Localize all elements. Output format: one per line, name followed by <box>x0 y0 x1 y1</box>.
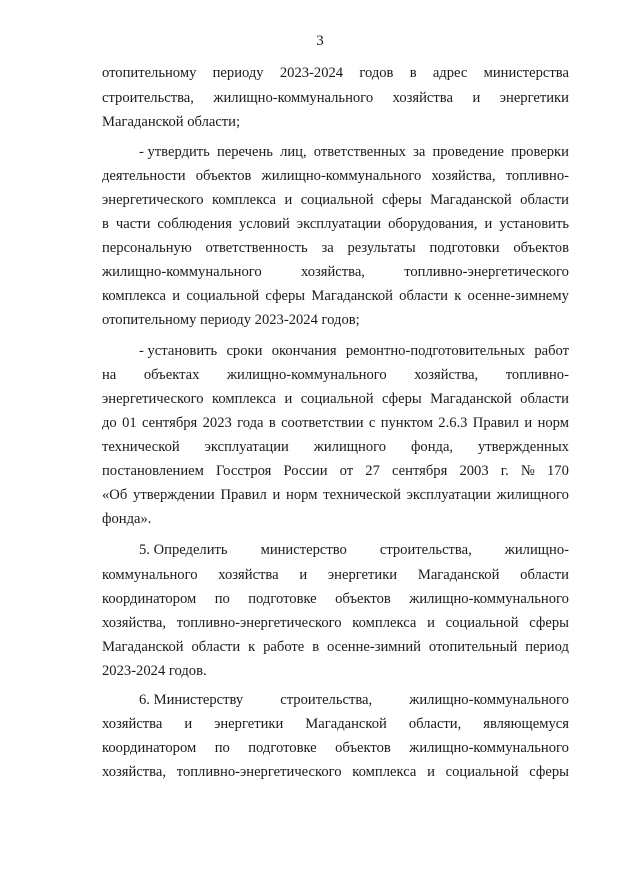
text-word: период <box>525 639 569 655</box>
text-word: жилищно-коммунального <box>102 264 262 280</box>
text-word: хозяйства <box>392 90 453 106</box>
text-line <box>102 111 240 133</box>
text-word: и <box>284 391 293 407</box>
text-line <box>102 460 569 482</box>
text-word: комплекса <box>211 391 277 407</box>
text-word: комплекса <box>102 288 167 304</box>
text-word: объектов <box>513 240 569 256</box>
text-line <box>102 364 569 386</box>
text-word: жилищно-коммунального <box>213 90 374 106</box>
text-word: ответственность <box>205 240 308 256</box>
text-word: г. <box>500 463 509 479</box>
text-word: жилищного <box>496 487 569 503</box>
text-line <box>102 484 569 506</box>
text-line <box>102 285 569 307</box>
text-word: соответствии <box>281 415 364 431</box>
text-word: ремонтно-подготовительных <box>345 343 526 359</box>
text-word: и <box>472 90 481 106</box>
text-word: эксплуатации <box>204 439 289 455</box>
text-word: энергетики <box>327 567 398 583</box>
text-word: и <box>272 487 281 503</box>
text-word: сферы <box>382 391 422 407</box>
text-line <box>102 261 569 283</box>
text-word: работе <box>263 639 305 655</box>
text-line <box>102 189 569 211</box>
text-word: отопительному периоду 2023-2024 годов; <box>102 312 360 328</box>
text-line <box>139 689 569 711</box>
text-word: строительства, <box>102 90 194 106</box>
text-word: области <box>520 192 569 208</box>
text-line <box>102 309 360 331</box>
text-line <box>102 713 569 735</box>
text-word: координатором <box>102 740 197 756</box>
text-word: являющемуся <box>483 716 569 732</box>
text-word: социальной <box>300 391 374 407</box>
text-word: и <box>484 216 493 232</box>
text-word: сферы <box>265 288 306 304</box>
text-word: адрес <box>432 65 468 81</box>
text-word: топливно- <box>505 168 569 184</box>
text-line <box>102 62 569 84</box>
text-word: по <box>214 740 230 756</box>
text-word: объектов <box>335 740 391 756</box>
text-line <box>102 508 151 530</box>
text-word: оборудования, <box>388 216 478 232</box>
text-word: энергетики <box>499 90 569 106</box>
text-word: топливно-энергетического <box>404 264 569 280</box>
text-word: топливно- <box>505 367 569 383</box>
text-word: области <box>191 639 241 655</box>
text-line <box>102 564 569 586</box>
text-word: ответственных <box>313 144 406 160</box>
text-word: к <box>248 639 256 655</box>
text-word: Правил <box>220 487 267 503</box>
text-word: проведение <box>432 144 504 160</box>
text-word: министерства <box>483 65 569 81</box>
text-word: энергетического <box>102 192 204 208</box>
text-word: сентября <box>392 463 448 479</box>
text-line <box>139 141 569 163</box>
text-line <box>102 612 569 634</box>
text-word: проверки <box>511 144 569 160</box>
text-word: работ <box>534 343 569 359</box>
text-line <box>102 660 207 682</box>
text-word: сферы <box>382 192 422 208</box>
text-word: 2023-2024 <box>279 65 344 81</box>
text-word: к <box>454 288 462 304</box>
text-word: Магаданской <box>430 192 512 208</box>
text-word: перечень <box>216 144 273 160</box>
text-word: пунктом <box>380 415 433 431</box>
text-word: от <box>339 463 354 479</box>
text-word: норм <box>537 415 569 431</box>
text-word: министерство <box>260 542 347 558</box>
text-word: технической <box>323 487 401 503</box>
text-word: 01 <box>122 415 137 431</box>
text-word: Магаданской <box>417 567 500 583</box>
text-word: до <box>102 415 117 431</box>
text-word: объектов <box>335 591 391 607</box>
text-word: и <box>284 192 293 208</box>
text-line <box>102 737 569 759</box>
text-word: Правил <box>472 415 520 431</box>
text-word: Госстроя <box>216 463 272 479</box>
text-word: сферы <box>529 615 569 631</box>
text-word: 2023-2024 годов. <box>102 663 207 679</box>
text-word: подготовки <box>429 240 500 256</box>
text-word: энергетического <box>102 391 204 407</box>
text-word: сентября <box>141 415 198 431</box>
text-word: окончания <box>271 343 337 359</box>
text-word: области <box>399 288 448 304</box>
text-word: хозяйства <box>218 567 279 583</box>
text-word: строительства, <box>379 542 472 558</box>
text-word: жилищно-коммунального <box>409 591 569 607</box>
text-word: Магаданской <box>430 391 512 407</box>
text-word: и <box>172 288 181 304</box>
text-word: в <box>312 639 320 655</box>
text-line <box>102 436 569 458</box>
text-line <box>102 412 569 434</box>
text-word: жилищно-коммунального <box>226 367 387 383</box>
text-word: объектов <box>195 168 252 184</box>
text-word: 27 <box>365 463 380 479</box>
text-line <box>139 340 569 362</box>
text-word: комплекса <box>211 192 277 208</box>
text-word: и <box>184 716 193 732</box>
text-word: осенне-зимнему <box>467 288 569 304</box>
text-word: лиц, <box>280 144 307 160</box>
text-word: объектах <box>143 367 200 383</box>
text-line <box>102 636 569 658</box>
text-word: осенне-зимний <box>326 639 421 655</box>
text-word: эксплуатации <box>296 216 382 232</box>
text-word: социальной <box>300 192 374 208</box>
text-word: результаты <box>347 240 416 256</box>
text-word: норм <box>286 487 318 503</box>
text-word: и <box>524 415 533 431</box>
text-word: постановлением <box>102 463 204 479</box>
text-word: отопительному <box>102 65 197 81</box>
text-line <box>102 165 569 187</box>
text-word: персональную <box>102 240 192 256</box>
text-word: и <box>299 567 308 583</box>
text-line <box>102 761 569 783</box>
text-word: за <box>413 144 426 160</box>
text-word: за <box>321 240 334 256</box>
text-word: жилищно-коммунального <box>409 692 569 708</box>
text-word: фонда, <box>410 439 454 455</box>
text-word: социальной <box>186 288 260 304</box>
text-word: Магаданской <box>102 639 184 655</box>
text-word: с <box>368 415 376 431</box>
text-word: 6. Министерству <box>139 692 244 708</box>
text-word: комплекса <box>352 615 417 631</box>
text-word: России <box>283 463 328 479</box>
text-word: подготовке <box>248 740 317 756</box>
text-word: жилищно-коммунального <box>409 740 569 756</box>
text-word: Магаданской области; <box>102 114 241 130</box>
text-word: эксплуатации <box>406 487 491 503</box>
text-word: Магаданской <box>311 288 393 304</box>
text-word: технической <box>102 439 180 455</box>
text-word: в <box>409 65 417 81</box>
text-line <box>139 539 569 561</box>
text-word: «Об <box>102 487 128 503</box>
text-word: сферы <box>529 764 569 780</box>
text-word: на <box>102 367 117 383</box>
text-word: Магаданской <box>305 716 387 732</box>
text-word: жилищно-коммунального <box>261 168 422 184</box>
text-word: в <box>102 216 109 232</box>
text-word: строительства, <box>280 692 373 708</box>
text-word: 2003 <box>459 463 489 479</box>
text-word: 5. Определить <box>139 542 228 558</box>
text-word: сроки <box>226 343 263 359</box>
text-word: социальной <box>445 615 519 631</box>
text-word: социальной <box>445 764 519 780</box>
text-word: хозяйства, <box>414 367 479 383</box>
text-word: хозяйства, <box>431 168 496 184</box>
text-line <box>102 388 569 410</box>
text-word: деятельности <box>102 168 186 184</box>
text-line <box>102 588 569 610</box>
text-word: жилищного <box>313 439 387 455</box>
text-word: части <box>115 216 151 232</box>
text-word: № <box>520 463 535 479</box>
text-word: подготовке <box>248 591 317 607</box>
text-word: в <box>268 415 276 431</box>
text-word: установить <box>499 216 569 232</box>
text-word: 170 <box>547 463 569 479</box>
text-word: 2.6.3 <box>438 415 468 431</box>
text-word: периоду <box>212 65 264 81</box>
text-word: утвержденных <box>478 439 569 455</box>
text-word: соблюдения <box>157 216 232 232</box>
text-word: хозяйства <box>102 716 163 732</box>
text-word: области <box>520 391 569 407</box>
text-word: и <box>427 764 435 780</box>
text-word: утверждении <box>133 487 215 503</box>
text-word: по <box>214 591 230 607</box>
text-word: топливно-энергетического <box>176 615 342 631</box>
text-word: хозяйства, <box>102 764 167 780</box>
text-line <box>102 213 569 235</box>
text-word: энергетики <box>214 716 284 732</box>
text-word: условий <box>238 216 290 232</box>
text-line <box>102 237 569 259</box>
text-word: комплекса <box>352 764 417 780</box>
text-word: - утвердить <box>139 144 210 160</box>
text-word: годов <box>359 65 394 81</box>
text-word: года <box>237 415 264 431</box>
text-word: фонда». <box>102 511 152 527</box>
text-word: жилищно- <box>504 542 569 558</box>
text-word: топливно-энергетического <box>176 764 342 780</box>
text-word: хозяйства, <box>102 615 167 631</box>
text-word: коммунального <box>102 567 198 583</box>
text-word: и <box>427 615 435 631</box>
text-word: отопительный <box>428 639 518 655</box>
text-word: хозяйства, <box>300 264 365 280</box>
page-number: 3 <box>316 33 324 49</box>
text-line <box>102 87 569 109</box>
text-word: координатором <box>102 591 197 607</box>
text-word: 2023 <box>202 415 232 431</box>
text-word: области, <box>408 716 462 732</box>
text-word: области <box>520 567 569 583</box>
text-word: - установить <box>139 343 218 359</box>
